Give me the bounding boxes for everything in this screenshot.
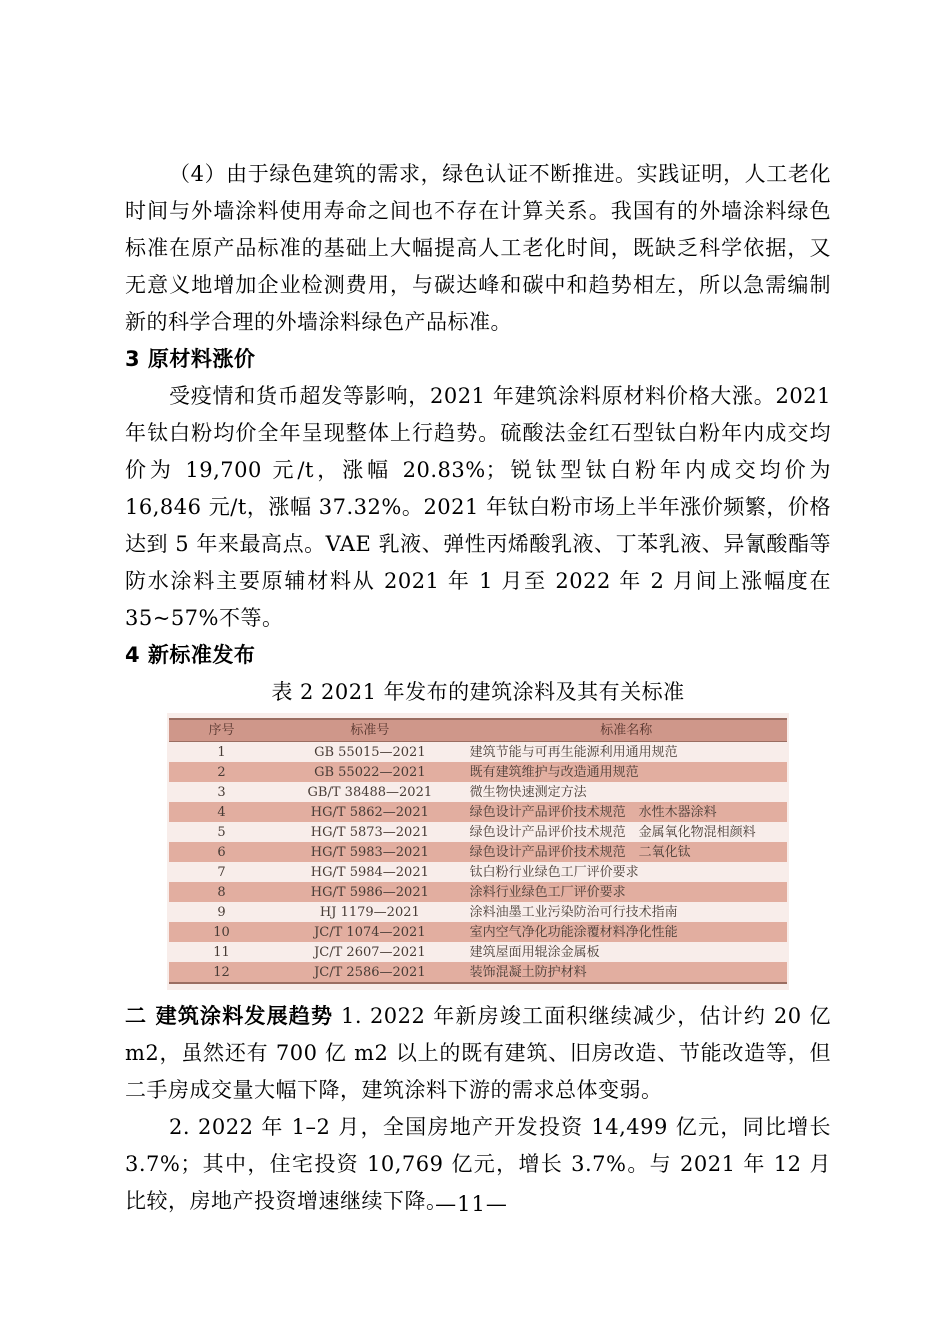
- cell-standard-code: HJ 1179—2021: [319, 904, 420, 920]
- cell-index: 12: [169, 962, 274, 983]
- cell-standard-name: 微生物快速测定方法: [469, 784, 587, 800]
- cell-index: 4: [217, 804, 226, 820]
- cell-standard-code: HG/T 5862—2021: [310, 804, 429, 820]
- paragraph-development-trend: [125, 998, 831, 1109]
- cell-standard-code: GB 55015—2021: [314, 744, 426, 760]
- inline-heading-development-trend: 二 建筑涂料发展趋势: [125, 1004, 334, 1028]
- cell-index: 7: [217, 864, 226, 880]
- table-row: [169, 922, 787, 942]
- table-row: [169, 842, 787, 862]
- table-row: [169, 902, 787, 922]
- cell-standard-code: GB 55022—2021: [314, 764, 426, 780]
- table-row: [169, 882, 787, 902]
- cell-standard-name: 涂料油墨工业污染防治可行技术指南: [469, 904, 678, 920]
- cell-standard-name: 既有建筑维护与改造通用规范: [469, 764, 639, 780]
- cell-index: 6: [217, 844, 226, 860]
- column-header-standard-name: 标准名称: [466, 719, 787, 742]
- cell-standard-code: HG/T 5873—2021: [310, 824, 429, 840]
- cell-index: 1: [217, 744, 226, 760]
- table-header-row: [169, 719, 787, 742]
- cell-standard-name: 建筑节能与可再生能源利用通用规范: [469, 744, 678, 760]
- cell-standard-code: JC/T 1074—2021: [314, 924, 426, 940]
- table-row: [169, 862, 787, 882]
- page-content: [125, 156, 831, 1220]
- cell-standard-name: 室内空气净化功能涂覆材料净化性能: [469, 924, 678, 940]
- paragraph-real-estate-investment: 2. 2022 年 1–2 月，全国房地产开发投资 14,499 亿元，同比增长 3.7%；其中，住宅投资 10,769 亿元，增长 3.7%。与 2021 年 12 月比较，房地产投资增速继续下降。: [125, 1115, 831, 1213]
- table-row: [169, 802, 787, 822]
- cell-standard-name: 绿色设计产品评价技术规范 水性木器涂料: [469, 804, 717, 820]
- cell-standard-code: GB/T 38488—2021: [307, 784, 433, 800]
- section-heading-new-standards: 4 新标准发布: [125, 643, 256, 667]
- cell-index: 11: [213, 944, 230, 960]
- table-body: [169, 742, 787, 984]
- cell-standard-name: 绿色设计产品评价技术规范 金属氧化物混相颜料: [469, 824, 756, 840]
- table-row: [169, 942, 787, 962]
- cell-standard-name: 装饰混凝土防护材料: [466, 962, 787, 983]
- table-row: [169, 962, 787, 983]
- cell-standard-name: 建筑屋面用辊涂金属板: [469, 944, 600, 960]
- cell-index: 3: [217, 784, 226, 800]
- table-caption: 表 2 2021 年发布的建筑涂料及其有关标准: [271, 680, 685, 704]
- cell-standard-code: JC/T 2586—2021: [274, 962, 466, 983]
- page-number-footer: —11—: [435, 1192, 508, 1216]
- cell-index: 10: [213, 924, 230, 940]
- cell-standard-code: HG/T 5983—2021: [310, 844, 429, 860]
- table-row: [169, 762, 787, 782]
- cell-index: 8: [217, 884, 226, 900]
- standards-table: [169, 718, 787, 984]
- cell-standard-name: 钛白粉行业绿色工厂评价要求: [469, 864, 639, 880]
- section-heading-raw-material-price: 3 原材料涨价: [125, 347, 256, 371]
- paragraph-green-certification: （4）由于绿色建筑的需求，绿色认证不断推进。实践证明，人工老化时间与外墙涂料使用寿命之间也不存在计算关系。我国有的外墙涂料绿色标准在原产品标准的基础上大幅提高人工老化时间，既缺乏科学依据，又无意义地增加企业检测费用，与碳达峰和碳中和趋势相左，所以急需编制新的科学合理的外墙涂料绿色产品标准。: [125, 162, 831, 334]
- trend-point-1-text: 1. 2022 年新房竣工面积继续减少，估计约 20 亿 m2，虽然还有 700 亿 m2 以上的既有建筑、旧房改造、节能改造等，但二手房成交量大幅下降，建筑涂料下游的需求总体变弱。: [125, 1004, 832, 1102]
- cell-index: 9: [217, 904, 226, 920]
- cell-standard-code: JC/T 2607—2021: [314, 944, 426, 960]
- cell-standard-name: 涂料行业绿色工厂评价要求: [469, 884, 626, 900]
- cell-standard-code: HG/T 5986—2021: [310, 884, 429, 900]
- table-row: [169, 822, 787, 842]
- cell-index: 5: [217, 824, 226, 840]
- table-row: [169, 742, 787, 763]
- column-header-standard-code: 标准号: [274, 719, 466, 742]
- standards-table-frame: [167, 713, 789, 990]
- paragraph-raw-material-price: 受疫情和货币超发等影响，2021 年建筑涂料原材料价格大涨。2021 年钛白粉均价全年呈现整体上行趋势。硫酸法金红石型钛白粉年内成交均价为 19,700 元/t，涨幅 20.83%；锐钛型钛白粉年内成交均价为 16,846 元/t，涨幅 37.32%。2021 年钛白粉市场上半年涨价频繁，价格达到 5 年来最高点。VAE 乳液、弹性丙烯酸乳液、丁苯乳液、异氰酸酯等防水涂料主要原辅材料从 2021 年 1 月至 2022 年 2 月间上涨幅度在 35~57%不等。: [125, 384, 831, 630]
- cell-index: 2: [217, 764, 226, 780]
- cell-standard-name: 绿色设计产品评价技术规范 二氧化钛: [469, 844, 691, 860]
- table-row: [169, 782, 787, 802]
- column-header-index: 序号: [169, 719, 274, 742]
- cell-standard-code: HG/T 5984—2021: [310, 864, 429, 880]
